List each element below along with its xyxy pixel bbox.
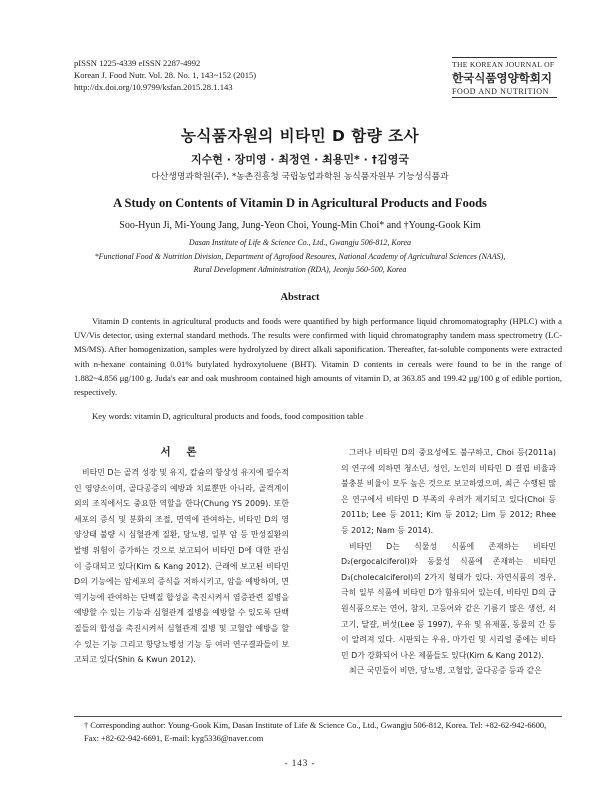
right-paragraph-2: 비타민 D는 식물성 식품에 존재하는 비타민 D₂(ergocalciferol)와 동물성 식품에 존재하는 비타민 D₃(cholecalciferol)의 2가지 형태가 있다. 자연식품의 경우, 극히 일부 식품에 비타민 D가 함유되어 있는데, 비타민 D의 급원식품으로는 연어, 참치, 고등어와 같은 기름기 많은 생선, 쇠고기, 달걀, 버섯(Lee 등 1997), 우유 및 유제품, 동물의 간 등이 알려져 있다. 시판되는 우유, 마가린 및 시리얼 중에는 비타민 D가 강화되어 나온 제품들도 있다(Kim & Kang 2012). — [341, 541, 556, 660]
left-paragraph-1: 비타민 D는 골격 성장 및 유지, 칼슘의 항상성 유지에 필수적인 영양소이며, 골다공증의 예방과 치료뿐만 아니라, 골격계이외의 조직에서도 중요한 역할을 한다(Chung YS 2009). 또한 세포의 증식 및 분화의 조절, 면역에 관여하는, 비타민 D의 영양상태 불량 시 심혈관계 질환, 당뇨병, 일부 암 등 만성질환의 발병 위험이 증가하는 것으로 보고되어 비타민 D에 대한 관심이 증대되고 있다(Kim & Kang 2012). 근래에 보고된 비타민 D의 기능에는 암세포의 증식을 저하시키고, 암을 예방하며, 면역기능에 관여하는 단백질 합성을 촉진시켜서 염증관련 질병을 예방할 수 있는 기능과 심혈관계 질병을 예방할 수 있도록 단백질들의 합성을 촉진시켜서 심혈관계 질병 및 고혈압 예방을 할 수 있는 기능 그리고 항당뇨병성 기능 등 여러 연구결과들이 보고되고 있다(Shin & Kwun 2012). — [74, 468, 289, 665]
abstract-paragraph: Vitamin D contents in agricultural products and foods were quantified by high performance liquid chromomatography (HPLC) with a UV/Vis detector, using external standard methods. The results were confirmed with liquid chromatography tandem mass spectrometry (LC-MS/MS). After homogenization, samples were hydrolyzed by direct alkali saponification. Thereafter, fat-soluble components were extracted with n-hexane containing 0.01% butylated hydroxytoluene (BHT). Vitamin D contents in cereals were found to be in the range of 1.882~4.856 μg/100 g. Juda's ear and oak mushroom contained high amounts of vitamin D, at 363.85 and 199.42 μg/100 g of edible portion, respectively. — [74, 316, 562, 398]
english-title: A Study on Contents of Vitamin D in Agricultural Products and Foods — [113, 196, 487, 210]
english-affiliation-2: *Functional Food & Nutrition Division, Department of Agrofood Resoures, National Academy of Agricultural Sciences (NAAS), — [94, 252, 506, 261]
footnote-rule — [74, 716, 562, 717]
journal-name-ko: 한국식품영양학회지 — [452, 71, 552, 85]
left-column — [74, 445, 289, 668]
english-affiliation-1: Dasan Institute of Life & Science Co., Ltd., Gwangju 506-812, Korea — [188, 238, 412, 247]
korean-title: 농식품자원의 비타민 D 함량 조사 — [180, 127, 420, 145]
section-heading-introduction: 서 론 — [160, 446, 203, 458]
abstract-heading: Abstract — [280, 292, 320, 303]
journal-name-en-bottom: FOOD AND NUTRITION — [452, 87, 550, 96]
korean-affiliation: 다산생명과학원(주), *농촌진흥청 국립농업과학원 농식품자원부 기능성식품과 — [151, 172, 449, 182]
english-affiliation-3: Rural Development Administration (RDA), Jeonju 560-500, Korea — [193, 265, 407, 274]
page-number: - 143 - — [284, 758, 316, 768]
corresponding-author-footnote — [74, 720, 562, 745]
korean-authors: 지수현 · 장미영 · 최정연 · 최용민* · †김영국 — [191, 153, 409, 166]
citation-line: Korean J. Food Nutr. Vol. 28. No. 1, 143~152 (2015) — [74, 70, 257, 80]
right-paragraph-3: 최근 국민들이 비만, 당뇨병, 고혈압, 골다공증 등과 같은 — [349, 666, 542, 676]
journal-name-en-top: THE KOREAN JOURNAL OF — [452, 60, 555, 69]
english-authors: Soo-Hyun Ji, Mi-Young Jang, Jung-Yeon Choi, Young-Min Choi* and †Young-Gook Kim — [119, 220, 481, 231]
right-column — [341, 445, 556, 679]
right-paragraph-1: 그러나 비타민 D의 중요성에도 불구하고, Choi 등(2011a)의 연구에 의하면 청소년, 성인, 노인의 비타민 D 결핍 비율과 불충분 비율이 모두 높은 것으로 보고하였으며, 최근 수행된 많은 연구에서 비타민 D 부족의 우려가 제기되고 있다(Choi 등 2011b; Lee 등 2011; Kim 등 2012; Lim 등 2012; Rhee 등 2012; Nam 등 2014). — [341, 448, 556, 535]
doi-line: http://dx.doi.org/10.9799/ksfan.2015.28.1.143 — [74, 82, 233, 92]
abstract-body — [74, 314, 562, 399]
publication-meta — [74, 57, 256, 93]
issn-line: pISSN 1225-4339 eISSN 2287-4992 — [74, 58, 201, 68]
journal-logo — [452, 57, 557, 98]
journal-bottom-rule — [452, 97, 557, 98]
journal-top-rule — [452, 57, 557, 58]
keywords: Key words: vitamin D, agricultural products and foods, food composition table — [92, 411, 364, 421]
footnote-text: † Corresponding author: Young-Gook Kim, Dasan Institute of Life & Science Co., Ltd., Gwangju 506-812, Korea. Tel: +82-62-942-6600, Fax: +82-62-942-6691, E-mail: kyg5336@naver.com — [84, 721, 547, 743]
